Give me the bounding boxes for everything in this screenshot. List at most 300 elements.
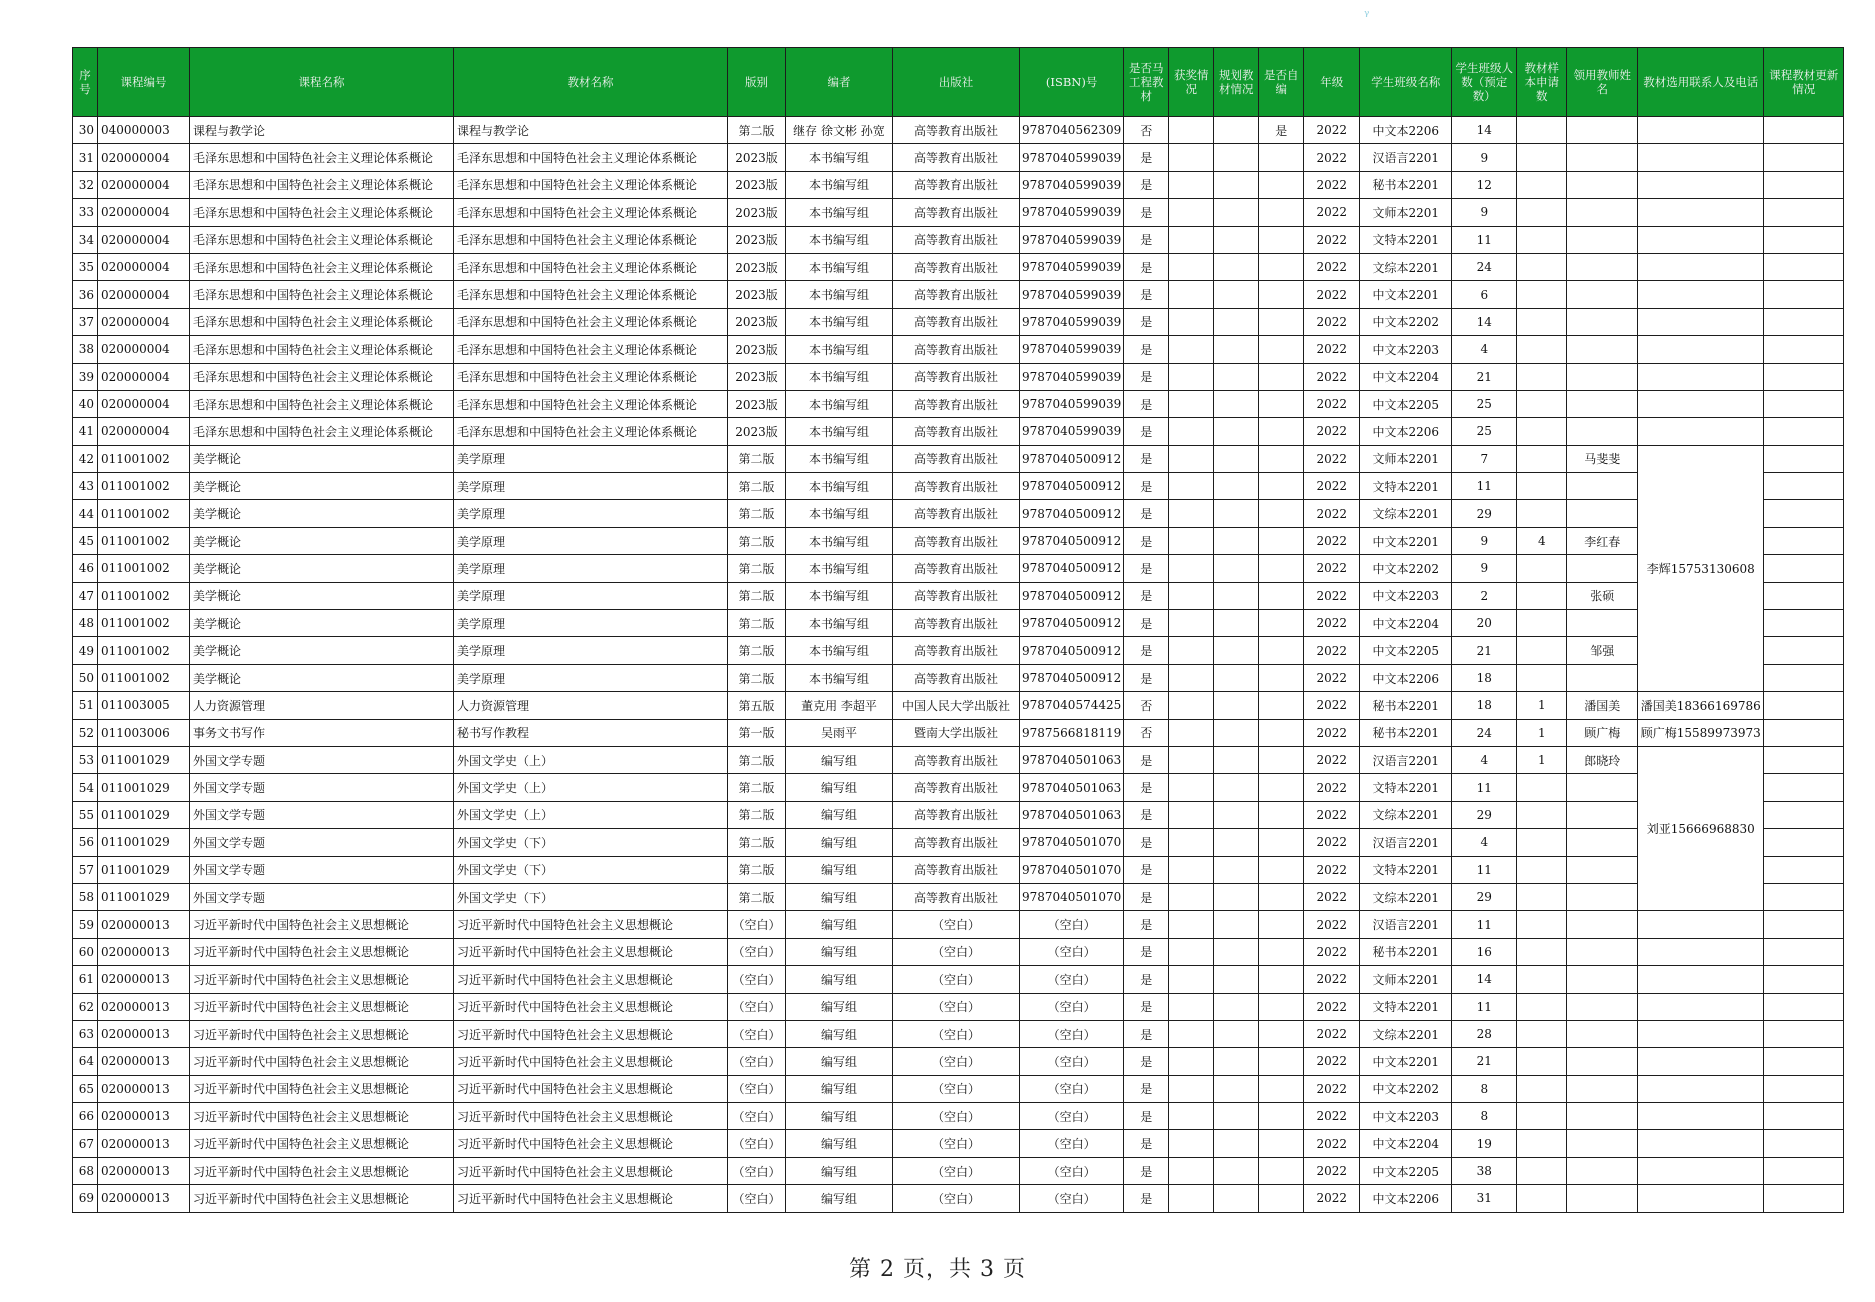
table-cell: 美学概论 bbox=[190, 527, 454, 554]
table-cell: 9787040501063 bbox=[1020, 801, 1124, 828]
table-cell: 是 bbox=[1124, 1075, 1169, 1102]
table-cell bbox=[1638, 1103, 1764, 1130]
table-cell: 2022 bbox=[1304, 719, 1360, 746]
table-cell bbox=[1214, 445, 1259, 472]
table-cell: 2022 bbox=[1304, 199, 1360, 226]
table-cell: （空白） bbox=[728, 1130, 786, 1157]
table-cell: 020000004 bbox=[98, 281, 190, 308]
table-cell bbox=[1567, 938, 1638, 965]
table-row bbox=[73, 1130, 1844, 1157]
table-cell: （空白） bbox=[1020, 1103, 1124, 1130]
table-cell bbox=[1517, 883, 1567, 910]
table-cell: 是 bbox=[1124, 801, 1169, 828]
table-cell: 59 bbox=[73, 911, 98, 938]
table-cell: 9787040574425 bbox=[1020, 692, 1124, 719]
table-cell bbox=[1169, 856, 1214, 883]
table-cell bbox=[1259, 774, 1304, 801]
table-cell bbox=[1517, 582, 1567, 609]
table-cell bbox=[1638, 199, 1764, 226]
table-cell: 30 bbox=[73, 117, 98, 144]
table-cell bbox=[1764, 527, 1844, 554]
table-row bbox=[73, 226, 1844, 253]
table-cell: 中文本2201 bbox=[1360, 281, 1452, 308]
table-cell: 毛泽东思想和中国特色社会主义理论体系概论 bbox=[454, 144, 728, 171]
column-header: 编者 bbox=[786, 48, 893, 117]
table-cell bbox=[1567, 1130, 1638, 1157]
column-header: 是否马工程教材 bbox=[1124, 48, 1169, 117]
table-cell bbox=[1214, 829, 1259, 856]
table-cell: 文师本2201 bbox=[1360, 199, 1452, 226]
table-cell: 否 bbox=[1124, 692, 1169, 719]
table-cell: 外国文学史（下） bbox=[454, 829, 728, 856]
table-cell: 中文本2206 bbox=[1360, 418, 1452, 445]
table-cell: 中国人民大学出版社 bbox=[893, 692, 1020, 719]
table-cell bbox=[1764, 117, 1844, 144]
table-cell bbox=[1169, 911, 1214, 938]
table-cell: 是 bbox=[1124, 664, 1169, 691]
table-cell: 本书编写组 bbox=[786, 664, 893, 691]
table-cell: 011001002 bbox=[98, 445, 190, 472]
table-cell: 64 bbox=[73, 1048, 98, 1075]
table-cell: 习近平新时代中国特色社会主义思想概论 bbox=[454, 1020, 728, 1047]
table-cell: 本书编写组 bbox=[786, 418, 893, 445]
table-row bbox=[73, 1185, 1844, 1212]
table-cell bbox=[1517, 1103, 1567, 1130]
table-cell: 是 bbox=[1124, 883, 1169, 910]
table-cell: 本书编写组 bbox=[786, 582, 893, 609]
table-cell: （空白） bbox=[728, 1075, 786, 1102]
table-cell: 9787040599039 bbox=[1020, 418, 1124, 445]
table-cell: 9787040500912 bbox=[1020, 610, 1124, 637]
table-cell: 习近平新时代中国特色社会主义思想概论 bbox=[190, 1185, 454, 1212]
table-cell: 习近平新时代中国特色社会主义思想概论 bbox=[190, 1075, 454, 1102]
table-cell bbox=[1169, 144, 1214, 171]
table-cell: 是 bbox=[1124, 938, 1169, 965]
table-cell: （空白） bbox=[893, 1130, 1020, 1157]
table-cell: 文综本2201 bbox=[1360, 253, 1452, 280]
table-cell bbox=[1214, 390, 1259, 417]
table-cell: 李红春 bbox=[1567, 527, 1638, 554]
table-cell bbox=[1764, 746, 1844, 773]
table-cell: 1 bbox=[1517, 719, 1567, 746]
table-cell: 2022 bbox=[1304, 144, 1360, 171]
table-cell: 毛泽东思想和中国特色社会主义理论体系概论 bbox=[454, 253, 728, 280]
table-cell: 67 bbox=[73, 1130, 98, 1157]
table-cell bbox=[1169, 692, 1214, 719]
table-cell bbox=[1169, 582, 1214, 609]
table-cell bbox=[1764, 445, 1844, 472]
table-cell: 020000004 bbox=[98, 253, 190, 280]
table-cell: 外国文学专题 bbox=[190, 801, 454, 828]
table-cell bbox=[1638, 226, 1764, 253]
table-cell: 020000013 bbox=[98, 911, 190, 938]
table-cell bbox=[1169, 473, 1214, 500]
table-cell: （空白） bbox=[728, 966, 786, 993]
table-cell: 2022 bbox=[1304, 1185, 1360, 1212]
table-cell bbox=[1214, 938, 1259, 965]
column-header: 学生班级人数（预定数） bbox=[1452, 48, 1517, 117]
column-header: 课程教材更新情况 bbox=[1764, 48, 1844, 117]
table-cell: 9787040599039 bbox=[1020, 308, 1124, 335]
table-cell: 2022 bbox=[1304, 664, 1360, 691]
table-cell bbox=[1169, 774, 1214, 801]
table-cell: 29 bbox=[1452, 801, 1517, 828]
table-cell bbox=[1214, 801, 1259, 828]
table-cell: 011001029 bbox=[98, 856, 190, 883]
table-cell: 毛泽东思想和中国特色社会主义理论体系概论 bbox=[190, 418, 454, 445]
table-cell: 外国文学专题 bbox=[190, 829, 454, 856]
column-header: 教材选用联系人及电话 bbox=[1638, 48, 1764, 117]
table-cell bbox=[1214, 144, 1259, 171]
column-header: 出版社 bbox=[893, 48, 1020, 117]
table-cell: 49 bbox=[73, 637, 98, 664]
table-row bbox=[73, 527, 1844, 554]
table-cell: 编写组 bbox=[786, 938, 893, 965]
table-cell: 本书编写组 bbox=[786, 253, 893, 280]
table-cell: （空白） bbox=[893, 1185, 1020, 1212]
table-cell: 011001029 bbox=[98, 829, 190, 856]
table-cell bbox=[1764, 226, 1844, 253]
table-cell: 汉语言2201 bbox=[1360, 829, 1452, 856]
table-cell bbox=[1567, 856, 1638, 883]
table-cell: 34 bbox=[73, 226, 98, 253]
table-cell: 2022 bbox=[1304, 253, 1360, 280]
table-cell: 马斐斐 bbox=[1567, 445, 1638, 472]
table-cell: （空白） bbox=[1020, 1130, 1124, 1157]
table-row bbox=[73, 418, 1844, 445]
table-cell bbox=[1567, 1157, 1638, 1184]
table-cell bbox=[1567, 418, 1638, 445]
table-cell bbox=[1567, 1185, 1638, 1212]
table-cell: 秘书本2201 bbox=[1360, 938, 1452, 965]
table-cell: 56 bbox=[73, 829, 98, 856]
table-row bbox=[73, 363, 1844, 390]
table-cell: 习近平新时代中国特色社会主义思想概论 bbox=[454, 1048, 728, 1075]
table-cell bbox=[1567, 226, 1638, 253]
table-cell: 秘书本2201 bbox=[1360, 692, 1452, 719]
table-cell: 6 bbox=[1452, 281, 1517, 308]
table-cell: 2022 bbox=[1304, 883, 1360, 910]
table-cell bbox=[1764, 692, 1844, 719]
table-cell: 高等教育出版社 bbox=[893, 829, 1020, 856]
table-cell: 2022 bbox=[1304, 1130, 1360, 1157]
table-cell bbox=[1259, 1185, 1304, 1212]
table-row bbox=[73, 883, 1844, 910]
table-cell bbox=[1517, 610, 1567, 637]
table-cell: 第二版 bbox=[728, 445, 786, 472]
table-cell bbox=[1259, 555, 1304, 582]
table-cell: 中文本2202 bbox=[1360, 555, 1452, 582]
table-cell: 第二版 bbox=[728, 473, 786, 500]
table-cell bbox=[1517, 363, 1567, 390]
table-row bbox=[73, 692, 1844, 719]
table-cell bbox=[1214, 117, 1259, 144]
table-cell: 9 bbox=[1452, 144, 1517, 171]
table-cell bbox=[1169, 966, 1214, 993]
table-cell: 020000013 bbox=[98, 1020, 190, 1047]
table-cell: 020000013 bbox=[98, 966, 190, 993]
table-cell: 2023版 bbox=[728, 171, 786, 198]
table-row bbox=[73, 610, 1844, 637]
table-cell: 习近平新时代中国特色社会主义思想概论 bbox=[454, 993, 728, 1020]
table-cell: 2022 bbox=[1304, 445, 1360, 472]
table-cell: 毛泽东思想和中国特色社会主义理论体系概论 bbox=[454, 171, 728, 198]
table-cell: 美学原理 bbox=[454, 500, 728, 527]
table-cell bbox=[1567, 117, 1638, 144]
table-cell bbox=[1567, 308, 1638, 335]
table-cell bbox=[1764, 966, 1844, 993]
table-cell bbox=[1214, 1048, 1259, 1075]
table-cell: 61 bbox=[73, 966, 98, 993]
table-cell: 25 bbox=[1452, 418, 1517, 445]
table-cell: 本书编写组 bbox=[786, 336, 893, 363]
table-cell: 020000004 bbox=[98, 363, 190, 390]
table-cell: 编写组 bbox=[786, 829, 893, 856]
table-cell: 高等教育出版社 bbox=[893, 336, 1020, 363]
table-cell: 011001002 bbox=[98, 527, 190, 554]
table-cell: 汉语言2201 bbox=[1360, 144, 1452, 171]
table-cell bbox=[1169, 171, 1214, 198]
table-cell: 毛泽东思想和中国特色社会主义理论体系概论 bbox=[190, 308, 454, 335]
table-cell bbox=[1259, 610, 1304, 637]
table-cell: 编写组 bbox=[786, 1048, 893, 1075]
table-cell: 是 bbox=[1124, 527, 1169, 554]
table-cell: 高等教育出版社 bbox=[893, 582, 1020, 609]
table-cell: 是 bbox=[1124, 144, 1169, 171]
table-cell: 刘亚15666968830 bbox=[1638, 746, 1764, 910]
table-cell bbox=[1764, 390, 1844, 417]
table-cell: 第二版 bbox=[728, 664, 786, 691]
table-cell bbox=[1567, 473, 1638, 500]
table-cell: 编写组 bbox=[786, 1075, 893, 1102]
table-cell bbox=[1764, 719, 1844, 746]
table-cell bbox=[1567, 555, 1638, 582]
table-cell: 020000004 bbox=[98, 144, 190, 171]
table-cell: 9787040501070 bbox=[1020, 856, 1124, 883]
table-cell bbox=[1567, 774, 1638, 801]
table-cell bbox=[1638, 1185, 1764, 1212]
table-cell bbox=[1517, 801, 1567, 828]
table-cell bbox=[1214, 911, 1259, 938]
table-cell bbox=[1169, 445, 1214, 472]
table-cell: 中文本2203 bbox=[1360, 1103, 1452, 1130]
table-cell: 本书编写组 bbox=[786, 308, 893, 335]
table-cell: 35 bbox=[73, 253, 98, 280]
table-cell bbox=[1214, 253, 1259, 280]
table-cell bbox=[1259, 500, 1304, 527]
table-cell bbox=[1517, 664, 1567, 691]
table-cell: 高等教育出版社 bbox=[893, 473, 1020, 500]
table-cell: 习近平新时代中国特色社会主义思想概论 bbox=[190, 1157, 454, 1184]
table-cell: 中文本2205 bbox=[1360, 1157, 1452, 1184]
table-cell bbox=[1764, 363, 1844, 390]
table-cell bbox=[1169, 199, 1214, 226]
table-cell bbox=[1169, 500, 1214, 527]
table-cell: 高等教育出版社 bbox=[893, 199, 1020, 226]
table-cell: 2022 bbox=[1304, 117, 1360, 144]
table-cell bbox=[1259, 445, 1304, 472]
table-cell bbox=[1259, 281, 1304, 308]
table-cell: 本书编写组 bbox=[786, 199, 893, 226]
table-cell: 28 bbox=[1452, 1020, 1517, 1047]
table-cell: 编写组 bbox=[786, 801, 893, 828]
table-cell: 45 bbox=[73, 527, 98, 554]
table-cell bbox=[1567, 1048, 1638, 1075]
table-cell: 4 bbox=[1452, 829, 1517, 856]
table-cell: 是 bbox=[1124, 1130, 1169, 1157]
table-cell: 54 bbox=[73, 774, 98, 801]
table-cell: 本书编写组 bbox=[786, 445, 893, 472]
table-cell bbox=[1764, 938, 1844, 965]
table-row bbox=[73, 774, 1844, 801]
table-cell: 编写组 bbox=[786, 1103, 893, 1130]
table-cell: 高等教育出版社 bbox=[893, 144, 1020, 171]
table-cell: （空白） bbox=[728, 1048, 786, 1075]
table-cell: 第二版 bbox=[728, 610, 786, 637]
table-row bbox=[73, 1020, 1844, 1047]
table-row bbox=[73, 582, 1844, 609]
table-cell: 美学原理 bbox=[454, 582, 728, 609]
table-cell: 课程与教学论 bbox=[454, 117, 728, 144]
table-cell: 18 bbox=[1452, 692, 1517, 719]
table-cell bbox=[1259, 363, 1304, 390]
table-cell: 2022 bbox=[1304, 1020, 1360, 1047]
table-cell: 外国文学史（上） bbox=[454, 774, 728, 801]
table-cell: （空白） bbox=[728, 1157, 786, 1184]
table-cell: 美学原理 bbox=[454, 610, 728, 637]
table-cell: 高等教育出版社 bbox=[893, 527, 1020, 554]
table-cell bbox=[1259, 308, 1304, 335]
table-cell bbox=[1638, 171, 1764, 198]
table-cell: 中文本2205 bbox=[1360, 390, 1452, 417]
table-cell bbox=[1259, 1075, 1304, 1102]
table-cell bbox=[1214, 856, 1259, 883]
table-cell bbox=[1214, 527, 1259, 554]
table-cell: 11 bbox=[1452, 226, 1517, 253]
table-cell: 是 bbox=[1259, 117, 1304, 144]
table-cell: 高等教育出版社 bbox=[893, 171, 1020, 198]
table-cell bbox=[1169, 1075, 1214, 1102]
table-cell bbox=[1517, 1157, 1567, 1184]
table-cell bbox=[1638, 390, 1764, 417]
table-cell: 高等教育出版社 bbox=[893, 390, 1020, 417]
table-cell: 毛泽东思想和中国特色社会主义理论体系概论 bbox=[454, 308, 728, 335]
table-cell: 中文本2206 bbox=[1360, 1185, 1452, 1212]
table-cell: 中文本2206 bbox=[1360, 664, 1452, 691]
table-cell: 14 bbox=[1452, 966, 1517, 993]
table-row bbox=[73, 829, 1844, 856]
table-cell: 9787040599039 bbox=[1020, 390, 1124, 417]
table-cell: 外国文学史（上） bbox=[454, 801, 728, 828]
table-cell bbox=[1259, 1020, 1304, 1047]
table-cell bbox=[1764, 911, 1844, 938]
table-cell: 毛泽东思想和中国特色社会主义理论体系概论 bbox=[454, 281, 728, 308]
table-cell: （空白） bbox=[1020, 993, 1124, 1020]
table-cell bbox=[1567, 281, 1638, 308]
table-cell: 68 bbox=[73, 1157, 98, 1184]
table-cell: 文综本2201 bbox=[1360, 801, 1452, 828]
table-cell: 毛泽东思想和中国特色社会主义理论体系概论 bbox=[454, 226, 728, 253]
table-cell bbox=[1214, 171, 1259, 198]
table-cell bbox=[1259, 993, 1304, 1020]
table-cell bbox=[1567, 1075, 1638, 1102]
table-header bbox=[73, 48, 1844, 117]
table-cell bbox=[1259, 883, 1304, 910]
table-cell bbox=[1638, 308, 1764, 335]
table-cell: 邹强 bbox=[1567, 637, 1638, 664]
table-cell: 美学原理 bbox=[454, 527, 728, 554]
table-cell bbox=[1764, 500, 1844, 527]
table-cell bbox=[1764, 856, 1844, 883]
table-cell bbox=[1517, 473, 1567, 500]
table-cell bbox=[1169, 664, 1214, 691]
table-cell bbox=[1764, 1157, 1844, 1184]
table-cell: 文特本2201 bbox=[1360, 856, 1452, 883]
table-cell: 中文本2204 bbox=[1360, 363, 1452, 390]
table-cell: 是 bbox=[1124, 253, 1169, 280]
table-cell bbox=[1764, 555, 1844, 582]
table-cell: 编写组 bbox=[786, 966, 893, 993]
table-cell: 是 bbox=[1124, 1103, 1169, 1130]
table-cell: 高等教育出版社 bbox=[893, 746, 1020, 773]
table-cell bbox=[1259, 527, 1304, 554]
table-cell: 2023版 bbox=[728, 363, 786, 390]
table-cell: 是 bbox=[1124, 829, 1169, 856]
table-cell: 是 bbox=[1124, 993, 1169, 1020]
table-cell bbox=[1567, 801, 1638, 828]
table-cell bbox=[1638, 1075, 1764, 1102]
table-cell bbox=[1214, 993, 1259, 1020]
table-cell bbox=[1764, 637, 1844, 664]
table-cell: 2022 bbox=[1304, 418, 1360, 445]
table-cell: 2022 bbox=[1304, 281, 1360, 308]
table-cell bbox=[1567, 253, 1638, 280]
table-cell: 2022 bbox=[1304, 637, 1360, 664]
table-cell: 是 bbox=[1124, 418, 1169, 445]
table-cell bbox=[1638, 418, 1764, 445]
table-cell: （空白） bbox=[893, 911, 1020, 938]
table-cell: 2022 bbox=[1304, 801, 1360, 828]
table-cell: 69 bbox=[73, 1185, 98, 1212]
table-cell: 编写组 bbox=[786, 1185, 893, 1212]
table-cell: 高等教育出版社 bbox=[893, 253, 1020, 280]
table-cell: 习近平新时代中国特色社会主义思想概论 bbox=[454, 1130, 728, 1157]
table-cell: 9 bbox=[1452, 527, 1517, 554]
table-cell: 2022 bbox=[1304, 774, 1360, 801]
table-cell: 中文本2204 bbox=[1360, 1130, 1452, 1157]
table-cell: 中文本2204 bbox=[1360, 610, 1452, 637]
table-cell bbox=[1517, 308, 1567, 335]
table-cell: 2022 bbox=[1304, 500, 1360, 527]
table-cell: 继存 徐文彬 孙宽 bbox=[786, 117, 893, 144]
table-cell: 事务文书写作 bbox=[190, 719, 454, 746]
table-cell bbox=[1259, 801, 1304, 828]
table-cell: 中文本2203 bbox=[1360, 336, 1452, 363]
table-cell: 是 bbox=[1124, 774, 1169, 801]
table-cell bbox=[1214, 664, 1259, 691]
table-cell: 第二版 bbox=[728, 637, 786, 664]
table-cell bbox=[1259, 1048, 1304, 1075]
table-cell: 秘书本2201 bbox=[1360, 719, 1452, 746]
table-cell: 38 bbox=[1452, 1157, 1517, 1184]
table-cell: 42 bbox=[73, 445, 98, 472]
table-cell bbox=[1214, 610, 1259, 637]
table-cell: 9787040599039 bbox=[1020, 336, 1124, 363]
table-cell bbox=[1517, 390, 1567, 417]
table-cell: 第一版 bbox=[728, 719, 786, 746]
table-cell: 第二版 bbox=[728, 555, 786, 582]
table-cell bbox=[1638, 363, 1764, 390]
